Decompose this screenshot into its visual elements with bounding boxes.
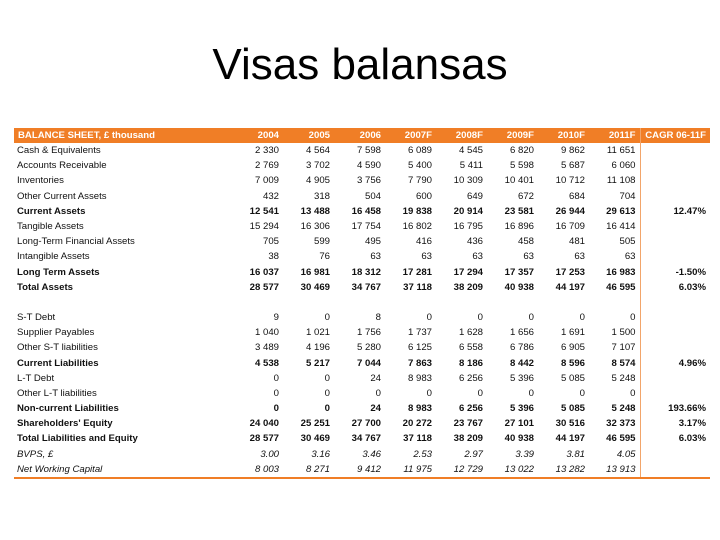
- table-cell: 5 248: [589, 371, 640, 386]
- table-cell: 12 729: [436, 462, 487, 478]
- table-row: [14, 431, 710, 446]
- table-cell: 15 294: [249, 221, 279, 233]
- table-cell: 0: [579, 387, 585, 399]
- row-label: L-T Debt: [17, 372, 55, 384]
- table-cell: 25 251: [300, 418, 330, 430]
- table-cell: 3 756: [356, 175, 381, 187]
- table-cell: 16 458: [351, 205, 381, 217]
- table-cell: 481: [568, 236, 585, 248]
- row-label: Current Assets: [17, 205, 86, 217]
- table-row: [14, 295, 710, 310]
- table-row: [14, 447, 710, 462]
- table-row: [14, 310, 710, 325]
- table-cell: 4 196: [305, 342, 330, 354]
- table-cell: 6 786: [509, 342, 534, 354]
- row-label: Other S-T liabilities: [17, 342, 98, 354]
- row-label: Inventories: [17, 175, 64, 187]
- table-cell: 8 596: [560, 357, 585, 369]
- table-cell: 1 656: [509, 327, 534, 339]
- table-cell: 34 767: [351, 433, 381, 445]
- table-cell: 34 767: [351, 281, 381, 293]
- table-cell: 6.03%: [678, 281, 706, 293]
- table-cell: 600: [415, 190, 432, 202]
- row-label: Supplier Payables: [17, 327, 95, 339]
- table-row: [14, 340, 710, 355]
- row-label: Current Liabilities: [17, 357, 99, 369]
- row-label: Non-current Liabilities: [17, 403, 119, 415]
- table-cell: [640, 234, 710, 249]
- table-cell: 12.47%: [673, 205, 706, 217]
- table-cell: 24 040: [249, 418, 279, 430]
- table-cell: 5 598: [509, 160, 534, 172]
- table-cell: [283, 295, 334, 310]
- table-cell: 8 003: [232, 462, 283, 478]
- table-row: [14, 219, 710, 234]
- table-cell: 504: [364, 190, 381, 202]
- row-label: Shareholders' Equity: [17, 418, 113, 430]
- table-cell: 16 802: [402, 221, 432, 233]
- table-row: [14, 401, 710, 416]
- table-cell: 44 197: [555, 281, 585, 293]
- table-cell: 10 309: [453, 175, 483, 187]
- table-cell: 46 595: [589, 431, 640, 446]
- table-cell: 16 709: [555, 221, 585, 233]
- table-cell: 11 108: [589, 173, 640, 188]
- row-label: [14, 295, 232, 310]
- table-cell: 8: [375, 311, 381, 323]
- table-cell: [589, 295, 640, 310]
- table-cell: 16 037: [249, 266, 279, 278]
- table-cell: 0: [477, 311, 483, 323]
- table-cell: 16 795: [453, 221, 483, 233]
- table-row: [14, 249, 710, 264]
- table-cell: 10 401: [504, 175, 534, 187]
- table-cell: 5 396: [509, 372, 534, 384]
- slide-title: Visas balansas: [212, 40, 508, 89]
- table-cell: [538, 295, 589, 310]
- table-cell: 7 009: [254, 175, 279, 187]
- table-cell: 0: [324, 403, 330, 415]
- table-cell: 0: [589, 386, 640, 401]
- table-cell: 38 209: [453, 433, 483, 445]
- table-cell: 30 469: [300, 281, 330, 293]
- row-label: Total Assets: [17, 281, 73, 293]
- table-cell: [640, 158, 710, 173]
- table-cell: 5 400: [407, 160, 432, 172]
- table-cell: 8 442: [509, 357, 534, 369]
- table-cell: [640, 295, 710, 310]
- row-label: Other Current Assets: [17, 190, 107, 202]
- table-cell: 17 281: [402, 266, 432, 278]
- table-cell: 8 271: [283, 462, 334, 478]
- table-cell: [640, 325, 710, 340]
- header-cell: 2004: [232, 128, 283, 143]
- header-cell: 2005: [283, 128, 334, 143]
- table-cell: 7 598: [356, 145, 381, 157]
- table-cell: [640, 310, 710, 325]
- table-cell: 684: [568, 190, 585, 202]
- table-cell: 3 702: [305, 160, 330, 172]
- table-cell: 0: [589, 310, 640, 325]
- table-cell: 432: [262, 190, 279, 202]
- table-cell: 458: [517, 236, 534, 248]
- balance-sheet-table: [14, 128, 710, 479]
- table-cell: 13 282: [538, 462, 589, 478]
- table-cell: 9: [273, 311, 279, 323]
- table-cell: 28 577: [249, 433, 279, 445]
- header-cell: CAGR 06-11F: [640, 128, 710, 143]
- table-cell: 8 574: [589, 355, 640, 370]
- table-row: [14, 462, 710, 478]
- table-cell: 40 938: [504, 281, 534, 293]
- table-body: [14, 143, 710, 478]
- table-cell: 13 913: [589, 462, 640, 478]
- table-cell: [640, 386, 710, 401]
- table-cell: 704: [589, 189, 640, 204]
- table-cell: 13 022: [487, 462, 538, 478]
- table-cell: 29 613: [589, 204, 640, 219]
- table-cell: 37 118: [403, 433, 432, 445]
- row-label: Long Term Assets: [17, 266, 100, 278]
- table-cell: 20 272: [402, 418, 432, 430]
- table-cell: 0: [426, 311, 432, 323]
- row-label: Long-Term Financial Assets: [17, 236, 135, 248]
- table-cell: 24: [370, 403, 381, 415]
- table-cell: 0: [528, 311, 534, 323]
- table-cell: 7 044: [356, 357, 381, 369]
- table-cell: 505: [589, 234, 640, 249]
- table-cell: 0: [579, 311, 585, 323]
- table-cell: 2.97: [464, 448, 483, 460]
- row-label: Net Working Capital: [14, 462, 232, 478]
- table-cell: 1 500: [589, 325, 640, 340]
- row-label: Cash & Equivalents: [17, 145, 101, 157]
- table-cell: 0: [375, 387, 381, 399]
- table-row: [14, 158, 710, 173]
- table-cell: 9 412: [334, 462, 385, 478]
- table-cell: 1 628: [458, 327, 483, 339]
- table-cell: 4 564: [305, 145, 330, 157]
- table-cell: -1.50%: [675, 266, 706, 278]
- table-cell: 0: [426, 387, 432, 399]
- table-cell: 495: [364, 236, 381, 248]
- table-cell: 13 488: [300, 205, 330, 217]
- table-cell: 40 938: [504, 433, 534, 445]
- table-cell: 63: [472, 251, 483, 263]
- table-cell: 19 838: [402, 205, 432, 217]
- table-cell: 30 516: [555, 418, 585, 430]
- table-cell: 436: [466, 236, 483, 248]
- table-cell: 7 790: [407, 175, 432, 187]
- table-cell: 649: [466, 190, 483, 202]
- table-cell: 6 060: [589, 158, 640, 173]
- table-cell: 37 118: [403, 281, 432, 293]
- table-cell: 2 330: [254, 145, 279, 157]
- row-label: Other L-T liabilities: [17, 387, 97, 399]
- table-cell: 27 700: [351, 418, 381, 430]
- table-cell: 6 125: [407, 342, 432, 354]
- header-cell: 2010F: [538, 128, 589, 143]
- table-cell: [640, 462, 710, 478]
- table-row: [14, 355, 710, 370]
- table-cell: [334, 295, 385, 310]
- table-row: [14, 189, 710, 204]
- table-cell: 11 651: [589, 143, 640, 158]
- table-cell: 0: [273, 372, 279, 384]
- table-cell: 30 469: [300, 433, 330, 445]
- table-cell: 0: [324, 311, 330, 323]
- table-cell: 11 975: [385, 462, 436, 478]
- row-label: BVPS, £: [17, 448, 54, 460]
- row-label: Accounts Receivable: [17, 160, 107, 172]
- balance-sheet: [14, 128, 710, 479]
- table-cell: 0: [273, 387, 279, 399]
- table-cell: 44 197: [555, 433, 585, 445]
- table-cell: 20 914: [453, 205, 483, 217]
- table-cell: 6 256: [458, 372, 483, 384]
- table-cell: 17 754: [351, 221, 381, 233]
- table-cell: 0: [324, 372, 330, 384]
- table-cell: 672: [517, 190, 534, 202]
- table-cell: 1 691: [560, 327, 585, 339]
- table-cell: 32 373: [589, 416, 640, 431]
- table-cell: 63: [574, 251, 585, 263]
- table-cell: 26 944: [555, 205, 585, 217]
- row-label: Total Liabilities and Equity: [17, 433, 138, 445]
- table-cell: [385, 295, 436, 310]
- table-cell: [640, 340, 710, 355]
- table-cell: 63: [370, 251, 381, 263]
- table-cell: 5 217: [305, 357, 330, 369]
- table-row: [14, 325, 710, 340]
- table-cell: 16 306: [300, 221, 330, 233]
- table-cell: 76: [319, 251, 330, 263]
- table-cell: 4 905: [305, 175, 330, 187]
- table-cell: 5 085: [560, 372, 585, 384]
- table-cell: [640, 447, 710, 462]
- table-cell: 12 541: [249, 205, 279, 217]
- table-cell: 416: [415, 236, 432, 248]
- header-row: [14, 128, 710, 143]
- table-cell: 5 687: [560, 160, 585, 172]
- header-cell: 2008F: [436, 128, 487, 143]
- table-row: [14, 265, 710, 280]
- table-cell: 3.81: [566, 448, 585, 460]
- row-label: S-T Debt: [17, 311, 56, 323]
- table-row: [14, 280, 710, 295]
- table-cell: 705: [262, 236, 279, 248]
- table-cell: 3.16: [311, 448, 330, 460]
- table-cell: 17 253: [555, 266, 585, 278]
- table-cell: 9 862: [560, 145, 585, 157]
- table-cell: 38 209: [453, 281, 483, 293]
- table-cell: 2.53: [413, 448, 432, 460]
- table-cell: [436, 295, 487, 310]
- table-cell: 16 414: [589, 219, 640, 234]
- table-cell: 8 186: [458, 357, 483, 369]
- table-cell: 16 983: [589, 265, 640, 280]
- table-cell: 4.96%: [678, 357, 706, 369]
- table-cell: 3.00: [260, 448, 279, 460]
- table-cell: [640, 173, 710, 188]
- table-cell: 5 248: [589, 401, 640, 416]
- table-cell: 7 107: [589, 340, 640, 355]
- table-cell: [640, 371, 710, 386]
- header-cell: 2011F: [589, 128, 640, 143]
- table-cell: 6 905: [560, 342, 585, 354]
- table-cell: 23 581: [504, 205, 534, 217]
- table-cell: 1 040: [254, 327, 279, 339]
- table-cell: 1 021: [305, 327, 330, 339]
- table-row: [14, 173, 710, 188]
- table-cell: 2 769: [254, 160, 279, 172]
- table-cell: 1 756: [356, 327, 381, 339]
- table-cell: 3.17%: [678, 418, 706, 430]
- header-cell: 2007F: [385, 128, 436, 143]
- table-cell: 63: [589, 249, 640, 264]
- table-cell: 63: [421, 251, 432, 263]
- table-cell: 0: [528, 387, 534, 399]
- table-cell: 0: [273, 403, 279, 415]
- table-cell: 8 983: [407, 403, 432, 415]
- table-cell: 16 981: [300, 266, 330, 278]
- table-cell: 23 767: [453, 418, 483, 430]
- table-cell: 17 294: [453, 266, 483, 278]
- table-cell: 4 538: [254, 357, 279, 369]
- table-cell: 28 577: [249, 281, 279, 293]
- table-cell: 4.05: [589, 447, 640, 462]
- table-cell: [640, 189, 710, 204]
- header-cell: 2009F: [487, 128, 538, 143]
- table-cell: 0: [324, 387, 330, 399]
- table-cell: 3 489: [254, 342, 279, 354]
- table-row: [14, 416, 710, 431]
- table-cell: 5 411: [459, 160, 483, 172]
- table-cell: 6.03%: [678, 433, 706, 445]
- table-cell: 5 396: [509, 403, 534, 415]
- table-cell: 318: [313, 190, 330, 202]
- table-cell: 3.46: [362, 448, 381, 460]
- table-cell: 4 545: [458, 145, 483, 157]
- table-cell: 599: [313, 236, 330, 248]
- table-cell: 6 089: [407, 145, 432, 157]
- row-label: Tangible Assets: [17, 221, 84, 233]
- table-cell: 7 863: [407, 357, 432, 369]
- table-cell: 4 590: [356, 160, 381, 172]
- header-cell: 2006: [334, 128, 385, 143]
- table-cell: 17 357: [504, 266, 534, 278]
- table-row: [14, 143, 710, 158]
- table-row: [14, 371, 710, 386]
- table-cell: [640, 219, 710, 234]
- table-row: [14, 386, 710, 401]
- table-cell: 5 280: [356, 342, 381, 354]
- table-cell: [487, 295, 538, 310]
- table-cell: 193.66%: [668, 403, 706, 415]
- table-cell: 8 983: [407, 372, 432, 384]
- table-cell: 6 820: [509, 145, 534, 157]
- row-label: Intangible Assets: [17, 251, 90, 263]
- table-cell: 27 101: [504, 418, 534, 430]
- table-row: [14, 234, 710, 249]
- table-cell: 10 712: [555, 175, 585, 187]
- header-cell: BALANCE SHEET, £ thousand: [14, 128, 232, 143]
- table-cell: 16 896: [504, 221, 534, 233]
- table-cell: 1 737: [407, 327, 432, 339]
- table-cell: 6 558: [458, 342, 483, 354]
- table-cell: 3.39: [515, 448, 534, 460]
- table-cell: [640, 249, 710, 264]
- table-cell: 0: [477, 387, 483, 399]
- table-row: [14, 204, 710, 219]
- table-cell: 24: [370, 372, 381, 384]
- table-cell: [640, 143, 710, 158]
- table-cell: 46 595: [589, 280, 640, 295]
- table-cell: [232, 295, 283, 310]
- table-cell: 6 256: [458, 403, 483, 415]
- table-cell: 38: [268, 251, 279, 263]
- table-cell: 63: [523, 251, 534, 263]
- table-cell: 5 085: [560, 403, 585, 415]
- table-cell: 18 312: [351, 266, 381, 278]
